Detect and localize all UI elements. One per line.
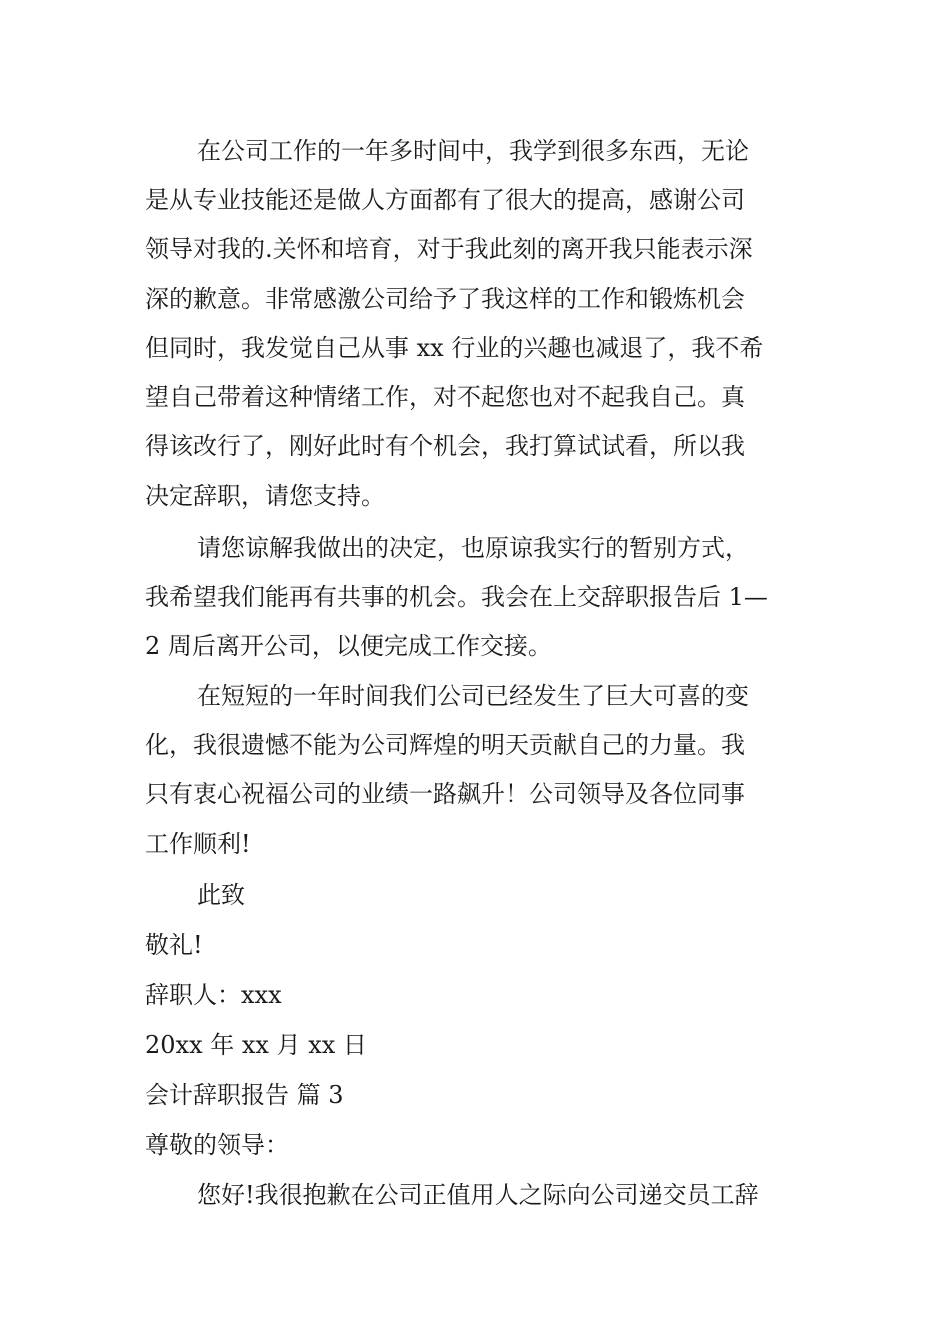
closing-line: 此致	[197, 881, 245, 909]
paragraph-3-line-4: 工作顺利!	[145, 830, 251, 858]
greeting-line: 尊敬的领导：	[145, 1131, 289, 1159]
paragraph-1-line-7: 得该改行了，刚好此时有个机会，我打算试试看，所以我	[145, 432, 745, 460]
paragraph-1-line-6: 望自己带着这种情绪工作，对不起您也对不起我自己。真	[145, 383, 745, 411]
paragraph-3-line-3: 只有衷心祝福公司的业绩一路飙升！公司领导及各位同事	[145, 780, 745, 808]
paragraph-1-line-2: 是从专业技能还是做人方面都有了很大的提高，感谢公司	[145, 186, 745, 214]
paragraph-1-line-5: 但同时，我发觉自己从事 xx 行业的兴趣也减退了，我不希	[145, 334, 764, 362]
paragraph-2-line-2: 我希望我们能再有共事的机会。我会在上交辞职报告后 1—	[145, 583, 768, 611]
paragraph-2-line-1: 请您谅解我做出的决定，也原谅我实行的暂别方式，	[197, 534, 749, 562]
date-line: 20xx 年 xx 月 xx 日	[145, 1031, 367, 1059]
paragraph-1-line-8: 决定辞职，请您支持。	[145, 482, 385, 510]
section-title: 会计辞职报告 篇 3	[145, 1081, 344, 1109]
paragraph-1-line-4: 深的歉意。非常感激公司给予了我这样的工作和锻炼机会	[145, 285, 745, 313]
paragraph-3-line-2: 化，我很遗憾不能为公司辉煌的明天贡献自己的力量。我	[145, 731, 745, 759]
signer-line: 辞职人：xxx	[145, 981, 282, 1009]
paragraph-1-line-3: 领导对我的.关怀和培育，对于我此刻的离开我只能表示深	[145, 235, 753, 263]
paragraph-2-line-3: 2 周后离开公司，以便完成工作交接。	[145, 632, 552, 660]
paragraph-1-line-1: 在公司工作的一年多时间中，我学到很多东西，无论	[197, 137, 749, 165]
paragraph-3-line-1: 在短短的一年时间我们公司已经发生了巨大可喜的变	[197, 682, 749, 710]
salute-line: 敬礼!	[145, 931, 203, 959]
paragraph-4-line-1: 您好!我很抱歉在公司正值用人之际向公司递交员工辞	[197, 1181, 759, 1209]
